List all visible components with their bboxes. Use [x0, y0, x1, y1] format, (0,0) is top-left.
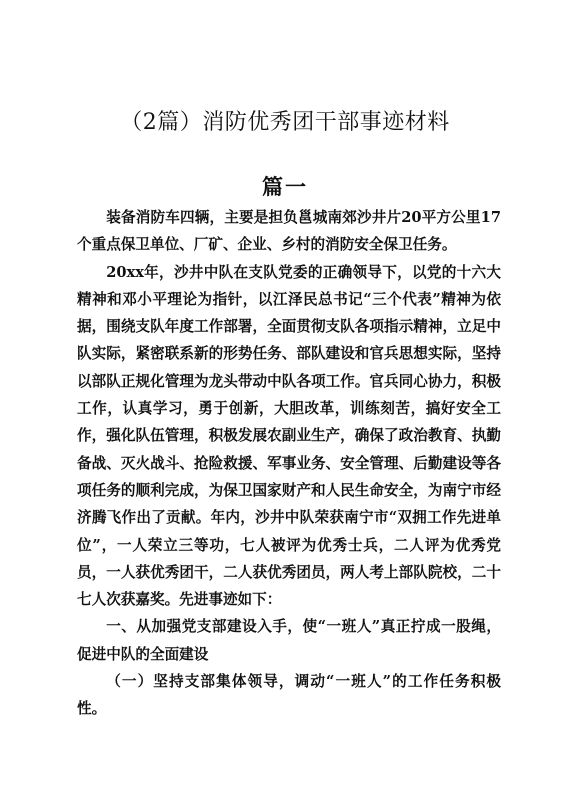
- document-body: [77, 204, 501, 723]
- heading-party-branch: 一、从加强党支部建设入手，使“一班人”真正拧成一股绳，促进中队的全面建设: [77, 618, 501, 663]
- subheading-collective-leadership: （一）坚持支部集体领导，调动“一班人”的工作任务积极性。: [77, 673, 501, 718]
- section-title: 篇一: [262, 174, 308, 199]
- paragraph-achievements: 20xx年，沙井中队在支队党委的正确领导下，以党的十六大精神和邓小平理论为指针，以江泽民总书记“三个代表”精神为依据，围绕支队年度工作部署，全面贯彻支队各项指示精神，立足中队实际，紧密联系新的形势任务、部队建设和官兵思想实际，坚持以部队正规化管理为龙头带动中队各项工作。官兵同心协力，积极工作，认真学习，勇于创新，大胆改革，训练刻苦，搞好安全工作，强化队伍管理，积极发展农副业生产，确保了政治教育、执勤备战、灭火战斗、抢险救援、军事业务、安全管理、后勤建设等各项任务的顺利完成，为保卫国家财产和人民生命安全，为南宁市经济腾飞作出了贡献。年内，沙井中队荣获南宁市“双拥工作先进单位”，一人荣立三等功，七人被评为优秀士兵，二人评为优秀党员，一人获优秀团干，二人获优秀团员，两人考上部队院校，二十七人次获嘉奖。先进事迹如下：: [77, 263, 501, 609]
- paragraph-equipment: 装备消防车四辆，主要是担负邕城南郊沙井片20平方公里17个重点保卫单位、厂矿、企业、乡村的消防安全保卫任务。: [77, 209, 501, 254]
- document-title: （2篇）消防优秀团干部事迹材料: [120, 110, 450, 135]
